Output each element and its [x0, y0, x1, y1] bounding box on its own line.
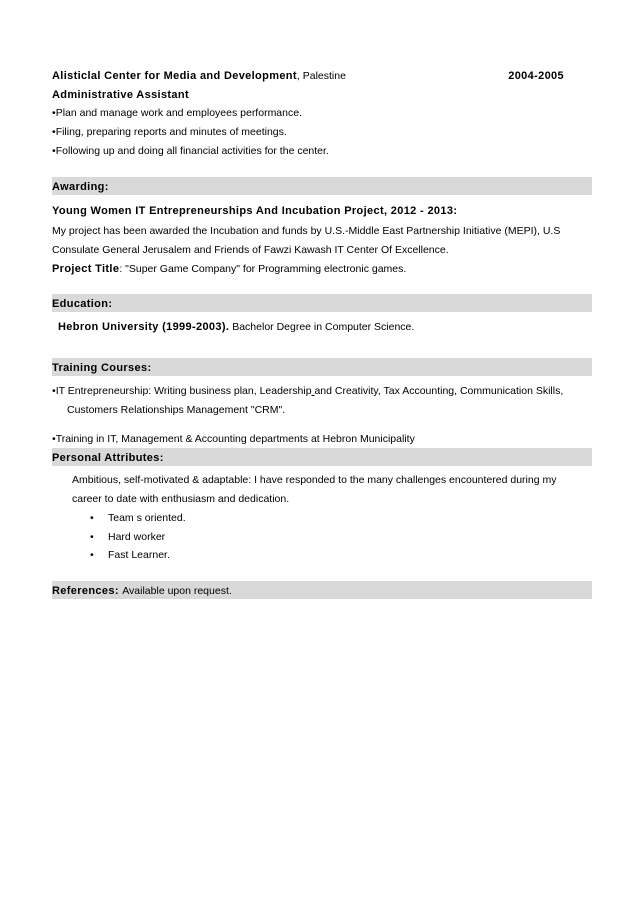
- duty-item: •Plan and manage work and employees performance.: [52, 107, 302, 119]
- section-header-attributes: Personal Attributes:: [52, 448, 592, 466]
- training-item: •IT Entrepreneurship: Writing business plan, Leadership and Creativity, Tax Accounting, Communication Skills,: [52, 385, 564, 397]
- education-school: Hebron University (1999-2003).: [58, 321, 230, 333]
- attributes-summary-line: Ambitious, self-motivated & adaptable: I have responded to the many challenges encountered during my: [72, 474, 557, 486]
- attribute-item: • Team s oriented.: [90, 512, 186, 524]
- training-item: •Training in IT, Management & Accounting departments at Hebron Municipality: [52, 433, 415, 445]
- bullet-icon: •: [90, 549, 94, 561]
- job-role: Administrative Assistant: [52, 89, 189, 101]
- attribute-item: • Hard worker: [90, 531, 166, 543]
- references-label: References:: [52, 585, 119, 597]
- section-header-awarding: Awarding:: [52, 177, 592, 195]
- training-item-continued: Customers Relationships Management "CRM".: [67, 404, 286, 416]
- job-location: , Palestine: [296, 70, 346, 82]
- duty-item: •Following up and doing all financial activities for the center.: [52, 145, 329, 157]
- project-title-label: Project Title: [52, 263, 120, 275]
- education-degree: Bachelor Degree in Computer Science.: [232, 321, 415, 333]
- education-entry: [58, 320, 598, 334]
- bullet-icon: •: [52, 145, 56, 157]
- award-desc-line: My project has been awarded the Incubation and funds by U.S.-Middle East Partnership Initiative (MEPI), U.S: [52, 225, 561, 237]
- bullet-icon: •: [52, 107, 56, 119]
- bullet-icon: •: [52, 433, 56, 445]
- references-value: Available upon request.: [122, 585, 232, 597]
- bullet-icon: •: [90, 512, 94, 524]
- job-years: 2004-2005: [508, 70, 564, 82]
- award-project-name: Young Women IT Entrepreneurships And Incubation Project, 2012 - 2013:: [52, 205, 458, 217]
- award-project-title: [52, 262, 592, 276]
- job-header: [52, 69, 592, 83]
- section-header-references: [52, 581, 592, 599]
- duty-item: •Filing, preparing reports and minutes of meetings.: [52, 126, 287, 138]
- bullet-icon: •: [52, 385, 56, 397]
- section-header-education: Education:: [52, 294, 592, 312]
- section-header-training: Training Courses:: [52, 358, 592, 376]
- job-org: Alisticlal Center for Media and Development: [52, 70, 297, 82]
- attributes-summary-line: career to date with enthusiasm and dedication.: [72, 493, 290, 505]
- award-desc-line: Consulate General Jerusalem and Friends of Fawzi Kawash IT Center Of Excellence.: [52, 244, 449, 256]
- bullet-icon: •: [52, 126, 56, 138]
- project-title-value: : "Super Game Company" for Programming electronic games.: [119, 263, 407, 275]
- bullet-icon: •: [90, 531, 94, 543]
- attribute-item: • Fast Learner.: [90, 549, 170, 561]
